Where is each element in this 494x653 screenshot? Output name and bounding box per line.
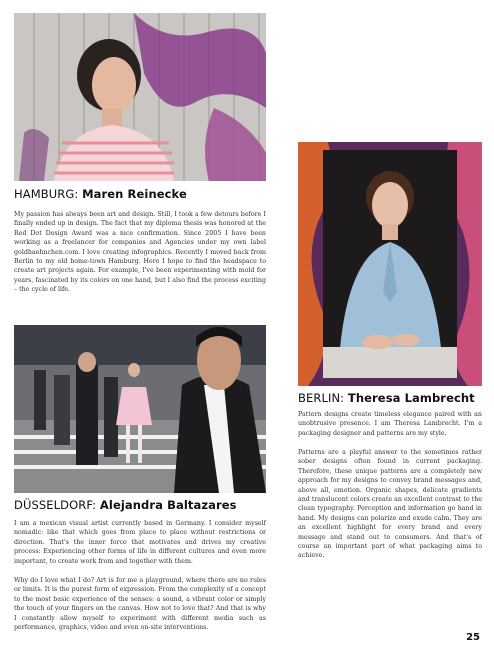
artist-heading-hamburg xyxy=(14,187,187,201)
artist-bio-hamburg: My passion has always been art and design. Still, I took a few detours before I finally ended up in design. The fact that my diploma thesis was honored at the Red Dot Design Award was a nice confirmation. Since 2005 I have been working as a freelancer for companies and Agencies under my own label goldhaehnchen.com. I love creating infographics. Recently I moved back from Berlin to my old home-town Hamburg. Here I hope to find the headspace to create art projects again. For example, I've been experimenting with mold for years, fascinated by its colors on one hand, but I also find the process exciting – the cycle of life. xyxy=(14,211,266,294)
page-number: 25 xyxy=(466,632,480,643)
artist-name: Alejandra Baltazares xyxy=(99,498,237,512)
artist-name: Theresa Lambrecht xyxy=(347,391,475,405)
artist-name: Maren Reinecke xyxy=(82,187,187,201)
artist-bio-berlin-body: Patterns are a playful answer to the sometimes rather sober designs often found in current packaging. Therefore, these unique patterns are a completely new approach for my designs to convey brand messages and, above all, emotion. Organic shapes, delicate gradients and translucent colors create an excellent contrast to the clean typography. Perception and information go hand in hand. My designs can polarize and exude calm. They are an excellent highlight for every brand and every message and stand out to consumers. And that's of course an important part of what packaging aims to achieve. xyxy=(298,449,482,560)
city-label: BERLIN: xyxy=(298,391,345,405)
street-photo-dusseldorf xyxy=(14,325,266,493)
artist-bio-dusseldorf-body: Why do I love what I do? Art is for me a playground, where there are no rules or limits. It is the purest form of expression. From the complexity of a concept to the most basic experience of the senses: a sound, a vibrant color or simply the touch of your fingers on the canvas. How not to love that? And that is why I constantly allow myself to experiment with different media such as performance, graphics, video and even on-site interventions. xyxy=(14,577,266,632)
portrait-photo-hamburg xyxy=(14,13,266,181)
city-label: DÜSSELDORF: xyxy=(14,498,97,512)
artist-heading-dusseldorf xyxy=(14,498,237,512)
city-label: HAMBURG: xyxy=(14,187,79,201)
artist-heading-berlin xyxy=(298,391,475,405)
artist-bio-dusseldorf-intro: I am a mexican visual artist currently based in Germany. I consider myself nomadic: like that which goes from place to place without restrictions or direction. That's the inner force that motivates and drives my creative process: Experiencing other forms of life in different cultures and even more important, to create work from and together with them. xyxy=(14,520,266,565)
artist-bio-berlin-intro: Pattern designs create timeless elegance paired with an unobtrusive presence. I am Theresa Lambrecht. I'm a packaging designer and patterns are my style. xyxy=(298,411,482,437)
portrait-photo-berlin xyxy=(298,142,482,386)
